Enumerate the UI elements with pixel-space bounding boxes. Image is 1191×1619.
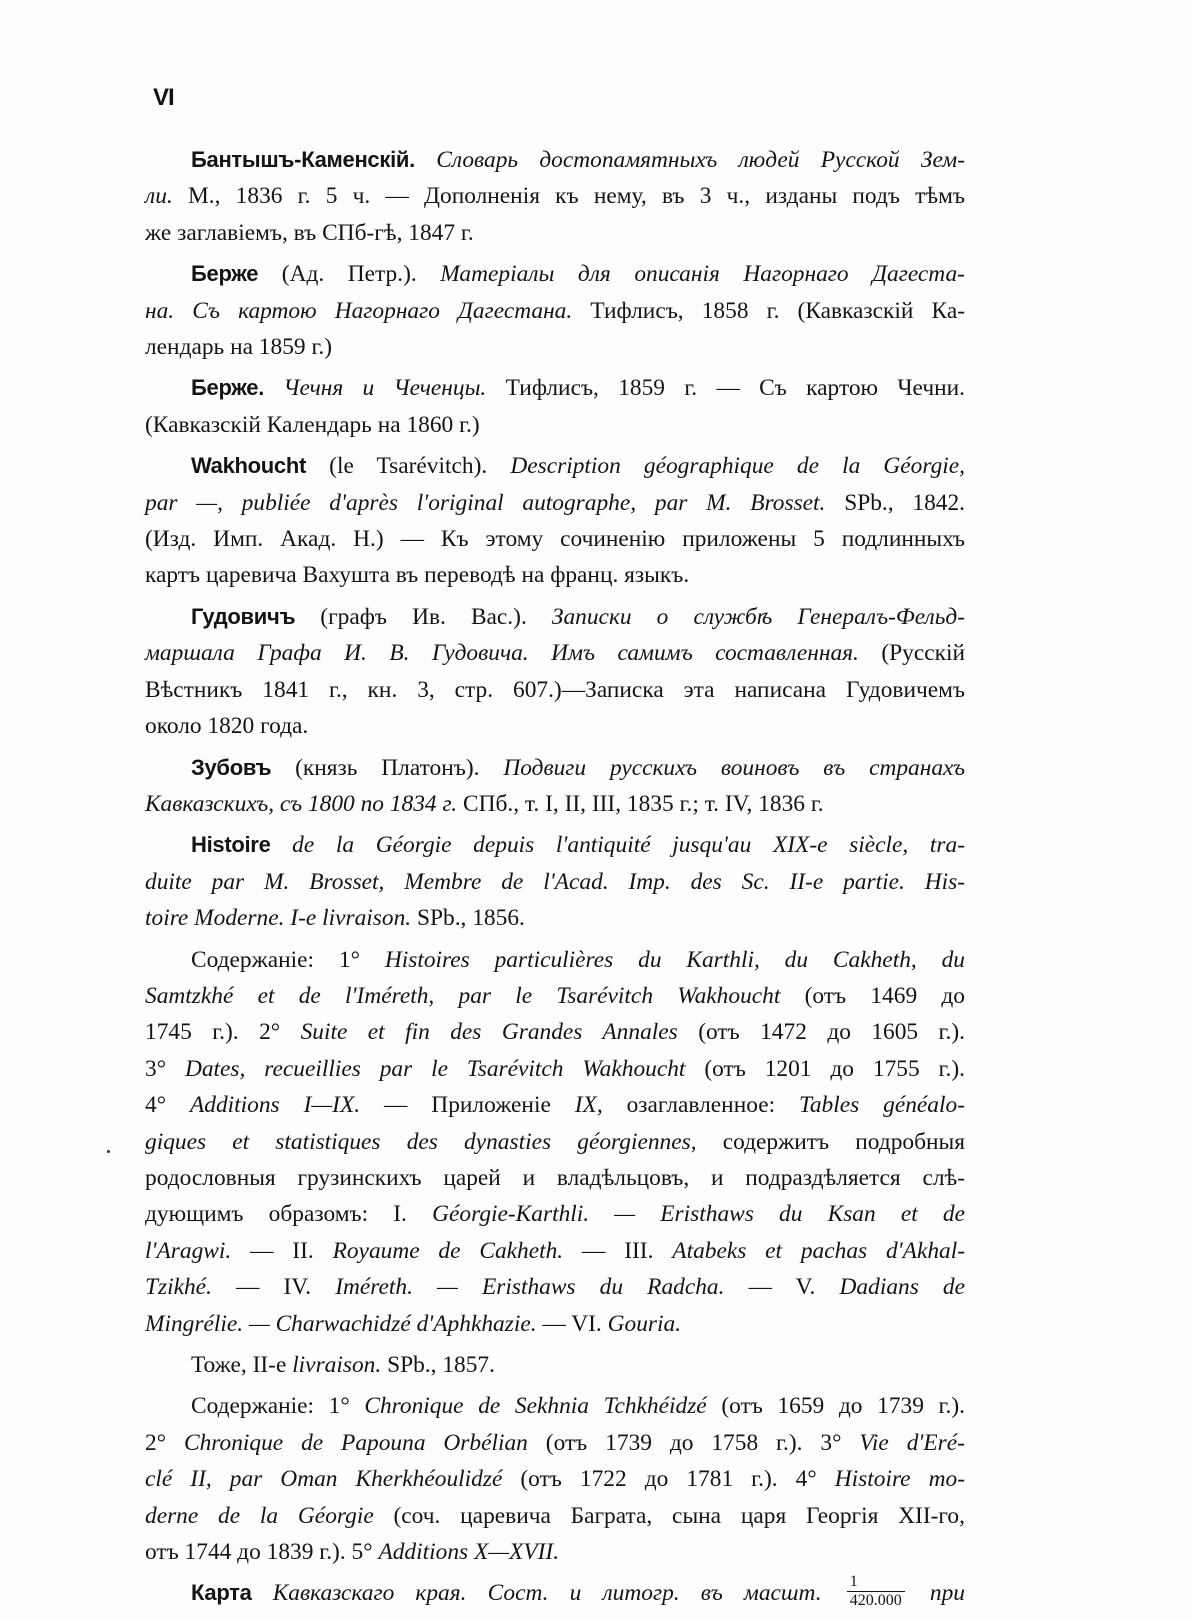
text: — II. <box>250 1237 314 1264</box>
text: 1745 г.). 2° <box>145 1019 281 1046</box>
text: озаглавленное: <box>626 1092 776 1119</box>
entry-heading: Зубовъ <box>191 754 272 780</box>
text: СПб., т. I, II, III, 1835 г.; т. IV, 1836 г. <box>463 790 824 817</box>
text: Тифлисъ, 1858 г. (Кавказскій Ка- <box>590 297 965 324</box>
text-line <box>145 1425 965 1461</box>
text-line <box>145 485 965 521</box>
text-line <box>145 900 965 936</box>
text-line <box>145 1087 965 1123</box>
print-speck <box>107 1150 110 1153</box>
text: около 1820 года. <box>145 713 309 740</box>
text: 2° <box>145 1429 167 1456</box>
text: М., 1836 г. 5 ч. — Дополненія къ нему, въ 3 ч., изданы подъ тѣмъ <box>187 183 965 210</box>
italic-title: Atabeks et pachas d'Akhal- <box>672 1237 966 1264</box>
text-line <box>145 521 965 557</box>
text-line <box>145 1124 965 1160</box>
italic-title: Suite et fin des Grandes Annales <box>300 1019 678 1046</box>
italic-title: toire Moderne. I-e livraison. <box>145 905 412 932</box>
italic-title: Чечня и Чеченцы. <box>283 375 487 402</box>
text-line <box>145 1498 965 1534</box>
text: SPb., 1856. <box>416 905 525 932</box>
bibliography-body <box>145 142 965 1619</box>
italic-title: Dadians de <box>839 1274 965 1301</box>
text-line <box>145 942 965 978</box>
italic-title: derne de la Géorgie <box>145 1502 374 1529</box>
entry-wakhoucht <box>145 448 965 594</box>
text: дующимъ образомъ: I. <box>145 1201 407 1228</box>
italic-title: Chronique de Sekhnia Tchkhéidzé <box>364 1393 707 1420</box>
text-line <box>145 827 965 863</box>
italic-title: Chronique de Papouna Orbélian <box>183 1429 528 1456</box>
italic-title: Матеріалы для описанія Нагорнаго Дагеста- <box>440 261 965 288</box>
text-line <box>145 1388 965 1424</box>
text-line <box>145 329 965 365</box>
text: (отъ 1469 до <box>804 982 965 1009</box>
italic-title: Géorgie-Karthli. — Eristhaws du Ksan et de <box>432 1201 965 1228</box>
text-line <box>145 1269 965 1305</box>
scale-fraction <box>847 1573 905 1610</box>
entry-heading: Берже. <box>191 375 265 401</box>
text-line <box>145 672 965 708</box>
text: (князь Платонъ). <box>295 754 480 781</box>
italic-title: Additions X—XVII. <box>378 1539 560 1566</box>
text: (отъ 1201 до 1755 г.). <box>704 1055 965 1082</box>
text-line <box>145 864 965 900</box>
text: лендарь на 1859 г.) <box>145 334 333 361</box>
text-line <box>145 256 965 292</box>
text-line <box>145 1160 965 1196</box>
text: (графъ Ив. Вас.). <box>320 603 527 630</box>
text: (le Tsarévitch). <box>329 453 488 480</box>
italic-title: на. Съ картою Нагорнаго Дагестана. <box>145 297 573 324</box>
text: Вѣстникъ 1841 г., кн. 3, стр. 607.)—Записка эта написана Гудовичемъ <box>145 676 965 703</box>
fraction-denominator: 420.000 <box>849 1591 902 1609</box>
text: (соч. царевича Баграта, сына царя Георгія XII-го, <box>393 1502 965 1529</box>
text-line <box>145 407 965 443</box>
italic-title: Dates, recueillies par le Tsarévitch Wakhoucht <box>184 1055 686 1082</box>
italic-title: маршала Графа И. В. Гудовича. Имъ самимъ составленная. <box>145 640 859 667</box>
contents-part-2 <box>145 1388 965 1570</box>
contents-part-2-header <box>145 1347 965 1383</box>
italic-title: Histoire mo- <box>834 1466 965 1493</box>
entry-bantysh-kamensky <box>145 142 965 251</box>
text-line <box>145 370 965 406</box>
text-line <box>145 1534 965 1570</box>
italic-title: Iméreth. — Eristhaws du Radcha. <box>335 1274 725 1301</box>
text-line <box>145 786 965 822</box>
italic-title: Histoires particulières du Karthli, du Cakheth, du <box>384 946 965 973</box>
text-line <box>145 1014 965 1050</box>
italic-title: Additions I—IX. <box>189 1092 361 1119</box>
entry-zubov <box>145 750 965 823</box>
text: содержитъ подробныя <box>722 1128 965 1155</box>
text: 4° <box>145 1092 167 1119</box>
text-line <box>145 1461 965 1497</box>
text-line <box>145 1196 965 1232</box>
text: родословныя грузинскихъ царей и владѣльцовъ, и подраздѣляется слѣ- <box>145 1164 965 1191</box>
page-number: VI <box>153 84 174 111</box>
italic-title: clé II, par Oman Kherkhéoulidzé <box>145 1466 503 1493</box>
text: Содержаніе: 1° <box>191 1393 350 1420</box>
entry-gudovich <box>145 599 965 745</box>
italic-title: Записки о службѣ Генералъ-Фельд- <box>551 603 965 630</box>
italic-title: Кавказскаго края. Сост. и литогр. въ масшт. <box>272 1580 822 1607</box>
text-line <box>145 599 965 635</box>
entry-karta <box>145 1572 965 1613</box>
text: отъ 1744 до 1839 г.). 5° <box>145 1539 373 1566</box>
italic-title: Tables généalo- <box>799 1092 965 1119</box>
italic-title: par —, publiée d'après l'original autographe, par M. Brosset. <box>145 489 826 516</box>
text: картъ царевича Вахушта въ переводѣ на франц. языкъ. <box>145 562 690 589</box>
text: — IV. <box>236 1274 312 1301</box>
italic-title: Vie d'Eré- <box>859 1429 965 1456</box>
contents-part-1 <box>145 942 965 1342</box>
italic-title: giques et statistiques des dynasties géorgiennes, <box>145 1128 697 1155</box>
text: (отъ 1472 до 1605 г.). <box>698 1019 965 1046</box>
text: 3° <box>145 1055 167 1082</box>
italic-title: duite par M. Brosset, Membre de l'Acad. Imp. des Sc. II-e partie. His- <box>145 868 965 895</box>
fraction-numerator: 1 <box>847 1573 905 1592</box>
entry-heading: Wakhoucht <box>191 453 307 479</box>
italic-title: Samtzkhé et de l'Iméreth, par le Tsarévitch Wakhoucht <box>145 982 781 1009</box>
italic-title: livraison. <box>292 1352 382 1378</box>
text-line <box>145 1572 965 1613</box>
text-line <box>145 978 965 1014</box>
entry-berzhe-2 <box>145 370 965 443</box>
entry-heading: Карта <box>191 1580 252 1606</box>
text-line <box>145 557 965 593</box>
text: (Кавказскій Календарь на 1860 г.) <box>145 411 480 438</box>
text: (Ад. Петр.). <box>281 261 417 288</box>
text-line <box>145 215 965 251</box>
text-line <box>145 142 965 178</box>
italic-title: l'Aragwi. <box>145 1237 232 1264</box>
text-line <box>145 1306 965 1342</box>
text: — VI. <box>542 1310 602 1337</box>
italic-title: Royaume de Cakheth. <box>332 1237 564 1264</box>
italic-title: de la Géorgie depuis l'antiquité jusqu'au XIX-e siècle, tra- <box>292 832 965 859</box>
text: Тифлисъ, 1859 г. — Съ картою Чечни. <box>505 375 965 402</box>
text-line <box>145 750 965 786</box>
text-line <box>145 178 965 214</box>
italic-title: при <box>929 1580 965 1607</box>
text: — III. <box>582 1237 654 1264</box>
text: — V. <box>748 1274 816 1301</box>
italic-title: ли. <box>145 183 173 210</box>
text: (отъ 1722 до 1781 г.). 4° <box>520 1466 817 1493</box>
italic-title: Gouria. <box>607 1310 682 1337</box>
entry-berzhe-1 <box>145 256 965 365</box>
entry-heading: Бантышъ-Каменскій. <box>191 147 415 172</box>
text: SPb., 1857. <box>387 1352 495 1378</box>
italic-title: Подвиги русскихъ воиновъ въ странахъ <box>503 754 965 781</box>
text: — Приложеніе <box>384 1092 551 1119</box>
italic-title: Mingrélie. — Charwachidzé d'Aphkhazie. <box>145 1310 537 1337</box>
text: Тоже, II-е <box>191 1352 287 1378</box>
entry-heading: Берже <box>191 261 259 287</box>
text: (Изд. Имп. Акад. Н.) — Къ этому сочиненію приложены 5 подлинныхъ <box>145 526 965 553</box>
text-line <box>145 1051 965 1087</box>
entry-heading: Гудовичъ <box>191 603 296 629</box>
italic-title: Кавказскихъ, съ 1800 по 1834 г. <box>145 790 458 817</box>
text: (отъ 1659 до 1739 г.). <box>721 1393 965 1420</box>
text-line <box>145 1347 965 1383</box>
text-line <box>145 1233 965 1269</box>
text: же заглавіемъ, въ СПб-гѣ, 1847 г. <box>145 219 474 246</box>
italic-title: Tzikhé. <box>145 1274 212 1301</box>
entry-heading: Histoire <box>191 832 271 858</box>
text: Содержаніе: 1° <box>191 946 360 973</box>
text-line <box>145 448 965 484</box>
entry-histoire <box>145 827 965 936</box>
italic-title: Description géographique de la Géorgie, <box>510 453 965 480</box>
italic-title: IX, <box>574 1092 603 1119</box>
text-line <box>145 635 965 671</box>
italic-title: Словарь достопамятныхъ людей Русской Зем- <box>436 147 965 173</box>
text-line <box>145 708 965 744</box>
text: (отъ 1739 до 1758 г.). 3° <box>545 1429 842 1456</box>
text-line <box>145 293 965 329</box>
text: SPb., 1842. <box>844 489 965 516</box>
text: (Русскій <box>881 640 965 667</box>
